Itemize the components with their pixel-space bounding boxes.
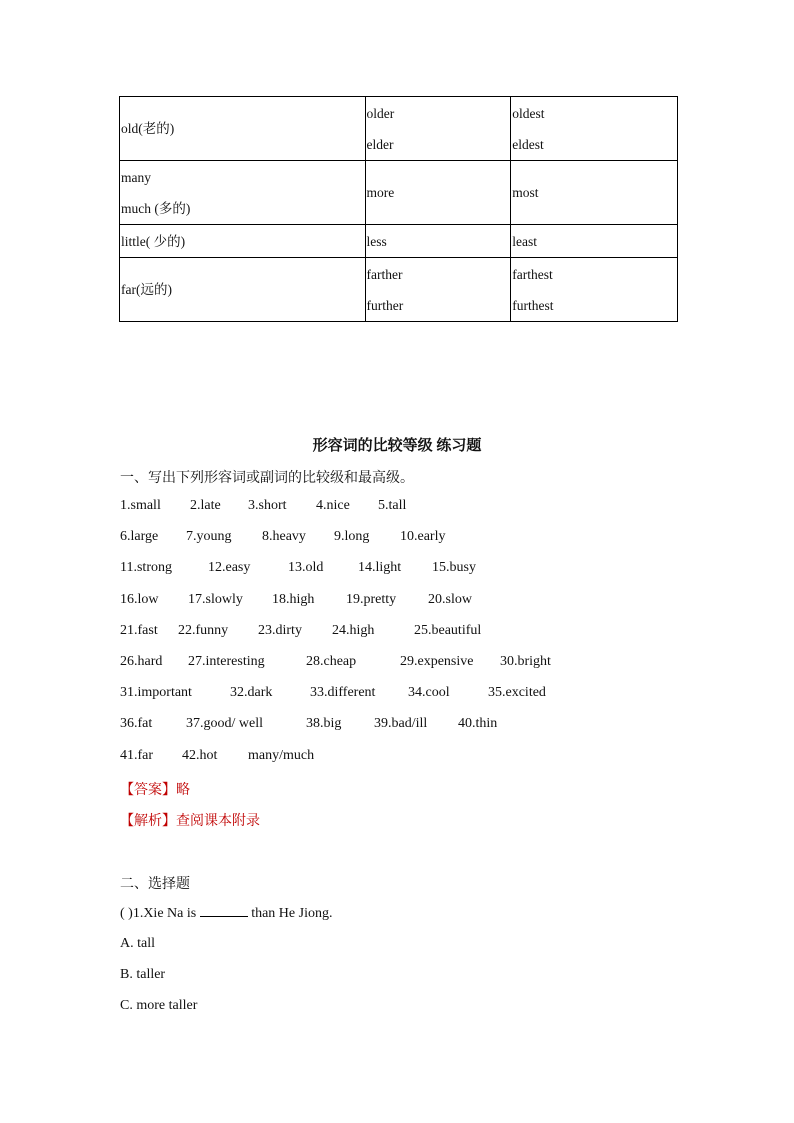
word-row (120, 560, 476, 576)
word-item: 10.early (400, 529, 446, 545)
word-item: 34.cool (408, 685, 450, 701)
table-cell-superlative (511, 258, 678, 322)
table-cell-comparative (365, 225, 511, 258)
table-cell-base (120, 97, 366, 161)
word-row (120, 748, 314, 764)
word-item: 15.busy (432, 560, 476, 576)
cell-text: further (366, 297, 404, 313)
cell-text: eldest (512, 136, 544, 152)
cell-text: farther (366, 266, 403, 282)
table-cell-base (120, 258, 366, 322)
section1-heading: 一、写出下列形容词或副词的比较级和最高级。 (120, 471, 414, 486)
option-a[interactable]: A. tall (120, 936, 155, 951)
word-item: 9.long (334, 529, 370, 545)
word-item: 20.slow (428, 591, 472, 607)
word-item: 21.fast (120, 622, 158, 638)
word-item: 25.beautiful (414, 622, 482, 638)
word-item: 18.high (272, 591, 315, 607)
word-item: 37.good/ well (186, 716, 263, 732)
word-item: 23.dirty (258, 622, 302, 638)
word-row (120, 529, 445, 545)
cell-text: oldest (512, 105, 545, 121)
cell-text: farthest (512, 266, 553, 282)
table-cell-base (120, 225, 366, 258)
word-row (120, 654, 551, 670)
cell-text: most (512, 185, 539, 200)
answer-label: 【答案】略 (120, 783, 190, 798)
cell-text: old(老的) (121, 121, 175, 136)
table-cell-comparative (365, 161, 511, 225)
word-item: 3.short (248, 498, 287, 513)
word-item: 29.expensive (400, 654, 474, 669)
word-item: 26.hard (120, 654, 163, 669)
word-row (120, 685, 546, 701)
word-item: 36.fat (120, 716, 153, 732)
word-row (120, 498, 406, 514)
word-item: 2.late (190, 498, 221, 513)
question-1-prefix: ( )1.Xie Na is (120, 906, 197, 921)
table-cell-superlative (511, 225, 678, 258)
word-row (120, 716, 497, 732)
answer-blank[interactable] (200, 904, 248, 917)
table-cell-comparative (365, 258, 511, 322)
word-item: 19.pretty (346, 591, 397, 607)
word-item: 41.far (120, 747, 154, 763)
word-item: 28.cheap (306, 654, 357, 669)
cell-text: more (366, 185, 395, 200)
word-item: 33.different (310, 685, 376, 701)
word-item: 12.easy (208, 560, 251, 576)
word-row (120, 623, 481, 639)
cell-text: furthest (512, 297, 554, 313)
cell-text: many (121, 169, 151, 185)
table-cell-comparative (365, 97, 511, 161)
cell-text: little( 少的) (121, 233, 186, 249)
word-item: 31.important (120, 685, 192, 701)
word-item: 38.big (306, 716, 342, 732)
word-item: 39.bad/ill (374, 716, 428, 732)
table-row (120, 258, 678, 322)
word-item: 27.interesting (188, 654, 265, 669)
word-item: 30.bright (500, 654, 551, 669)
word-item: 22.funny (178, 622, 229, 638)
word-item: 32.dark (230, 685, 273, 701)
table-row (120, 225, 678, 258)
word-item: 8.heavy (262, 529, 306, 545)
word-item: 5.tall (378, 498, 407, 513)
word-item: 6.large (120, 529, 159, 545)
exercise-title: 形容词的比较等级 练习题 (312, 438, 482, 454)
cell-text: elder (366, 136, 394, 152)
table-row (120, 97, 678, 161)
word-item: many/much (248, 747, 315, 763)
table-row (120, 161, 678, 225)
word-item: 11.strong (120, 560, 172, 576)
cell-text: much (多的) (121, 200, 191, 216)
word-row (120, 592, 472, 608)
table-cell-base (120, 161, 366, 225)
cell-text: least (512, 233, 538, 249)
cell-text: less (366, 233, 387, 249)
option-b[interactable]: B. taller (120, 967, 166, 982)
word-item: 16.low (120, 591, 159, 607)
word-item: 13.old (288, 560, 324, 576)
word-item: 14.light (358, 560, 402, 576)
word-item: 24.high (332, 622, 375, 638)
word-item: 35.excited (488, 685, 546, 701)
word-item: 4.nice (316, 498, 350, 513)
cell-text: older (366, 105, 395, 121)
option-c[interactable]: C. more taller (120, 998, 198, 1013)
question-1 (120, 904, 332, 922)
word-item: 40.thin (458, 716, 498, 732)
question-1-suffix: than He Jiong. (251, 906, 333, 921)
word-item: 1.small (120, 498, 161, 513)
table-cell-superlative (511, 161, 678, 225)
word-item: 17.slowly (188, 591, 243, 607)
word-item: 7.young (186, 529, 232, 545)
analysis-label: 【解析】查阅课本附录 (120, 814, 260, 829)
word-item: 42.hot (182, 747, 218, 763)
section2-heading: 二、选择题 (120, 877, 190, 892)
table-cell-superlative (511, 97, 678, 161)
comparison-table (119, 96, 678, 322)
cell-text: far(远的) (121, 282, 172, 297)
